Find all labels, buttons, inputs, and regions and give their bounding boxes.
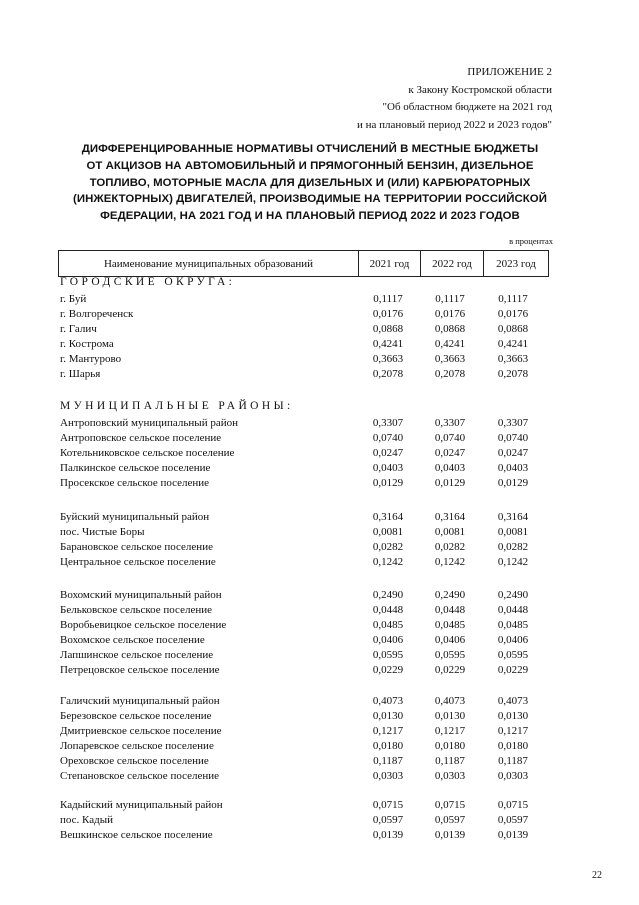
column-header-name: Наименование муниципальных образований	[59, 251, 359, 277]
value-2022: 0,4073	[434, 695, 466, 707]
value-2023: 0,3307	[497, 417, 529, 429]
value-2022: 0,0595	[434, 649, 466, 661]
table-row	[58, 292, 548, 307]
value-2022: 0,0229	[434, 664, 466, 676]
value-2022: 0,0868	[434, 323, 466, 335]
title-line: ДИФФЕРЕНЦИРОВАННЫЕ НОРМАТИВЫ ОТЧИСЛЕНИЙ В МЕСТНЫЕ БЮДЖЕТЫ	[81, 143, 539, 155]
table-row	[58, 555, 548, 570]
value-2022: 0,1242	[434, 556, 466, 568]
column-header-2022: 2022 год	[421, 251, 484, 277]
value-2021: 0,4073	[372, 695, 404, 707]
value-2021: 0,0139	[372, 829, 404, 841]
table-row	[58, 633, 548, 648]
value-2022: 0,0448	[434, 604, 466, 616]
municipality-name: г. Кострома	[60, 338, 114, 350]
value-2023: 0,1187	[498, 755, 528, 767]
value-2022: 0,0406	[434, 634, 466, 646]
municipality-name: г. Шарья	[60, 368, 101, 380]
value-2022: 0,0130	[434, 710, 466, 722]
table-row	[58, 709, 548, 724]
appendix-header	[357, 64, 552, 134]
value-2022: 0,0129	[434, 477, 466, 489]
table-header	[58, 250, 549, 277]
municipality-name: Антроповский муниципальный район	[60, 417, 238, 429]
value-2021: 0,0130	[372, 710, 404, 722]
value-2023: 0,0403	[497, 462, 529, 474]
municipality-name: Вохомское сельское поселение	[60, 634, 205, 646]
value-2021: 0,0129	[372, 477, 404, 489]
value-2021: 0,0715	[372, 799, 404, 811]
value-2023: 0,0595	[497, 649, 529, 661]
table-row	[58, 510, 548, 525]
appendix-law-title-2: и на плановый период 2022 и 2023 годов"	[356, 118, 552, 131]
value-2023: 0,0740	[497, 432, 529, 444]
value-2022: 0,0176	[434, 308, 466, 320]
value-2023: 0,0868	[497, 323, 529, 335]
title-line: ФЕДЕРАЦИИ, НА 2021 ГОД И НА ПЛАНОВЫЙ ПЕРИОД 2022 И 2023 ГОДОВ	[100, 210, 520, 223]
value-2021: 0,0303	[372, 770, 404, 782]
value-2022: 0,1217	[434, 725, 466, 737]
value-2021: 0,0180	[372, 740, 404, 752]
value-2021: 0,3164	[372, 511, 404, 523]
table-row	[58, 603, 548, 618]
municipality-name: г. Буй	[60, 293, 87, 305]
value-2023: 0,2490	[497, 589, 529, 601]
table-row	[58, 724, 548, 739]
table-row	[58, 663, 548, 678]
value-2023: 0,0303	[497, 770, 529, 782]
value-2021: 0,0868	[372, 323, 404, 335]
value-2022: 0,0485	[434, 619, 466, 631]
table-row	[58, 322, 548, 337]
municipality-name: пос. Чистые Боры	[60, 526, 145, 538]
value-2023: 0,3663	[497, 353, 529, 365]
value-2022: 0,0247	[434, 447, 466, 459]
municipality-name: Барановское сельское поселение	[60, 541, 213, 553]
table-row	[58, 525, 548, 540]
value-2023: 0,1242	[497, 556, 529, 568]
table-row	[58, 798, 548, 813]
value-2021: 0,0081	[372, 526, 404, 538]
value-2023: 0,0180	[497, 740, 529, 752]
appendix-law-title-1: "Об областном бюджете на 2021 год	[382, 101, 552, 113]
value-2021: 0,0282	[372, 541, 404, 553]
table-row	[58, 588, 548, 603]
value-2022: 0,0715	[434, 799, 466, 811]
municipality-name: Ореховское сельское поселение	[60, 755, 209, 767]
page-number: 22	[592, 870, 602, 881]
municipality-name: г. Галич	[60, 323, 97, 335]
municipality-name: Степановское сельское поселение	[60, 770, 220, 782]
value-2021: 0,1242	[372, 556, 404, 568]
municipality-name: Галичский муниципальный район	[60, 695, 220, 707]
table-row	[58, 618, 548, 633]
value-2021: 0,2490	[372, 589, 404, 601]
value-2022: 0,0740	[434, 432, 466, 444]
table-row	[58, 694, 548, 709]
municipality-name: пос. Кадый	[60, 814, 113, 826]
table-row	[58, 337, 548, 352]
appendix-label: ПРИЛОЖЕНИЕ 2	[467, 66, 552, 78]
table-row	[58, 540, 548, 555]
table-row	[58, 446, 548, 461]
table-row	[58, 307, 548, 322]
value-2021: 0,0597	[372, 814, 404, 826]
municipality-name: Воробьевицкое сельское поселение	[60, 619, 227, 631]
value-2023: 0,0130	[497, 710, 529, 722]
value-2022: 0,0081	[434, 526, 466, 538]
value-2023: 0,0715	[497, 799, 529, 811]
table-row	[58, 769, 548, 784]
value-2023: 0,0247	[497, 447, 529, 459]
municipality-name: Антроповское сельское поселение	[60, 432, 222, 444]
value-2021: 0,4241	[372, 338, 404, 350]
table-row	[58, 352, 548, 367]
value-2021: 0,0403	[372, 462, 404, 474]
value-2023: 0,4073	[497, 695, 529, 707]
table-row	[58, 739, 548, 754]
value-2023: 0,3164	[497, 511, 529, 523]
value-2021: 0,1117	[373, 293, 403, 305]
value-2021: 0,1187	[373, 755, 403, 767]
title-line: ОТ АКЦИЗОВ НА АВТОМОБИЛЬНЫЙ И ПРЯМОГОННЫЙ БЕНЗИН, ДИЗЕЛЬНОЕ	[86, 159, 534, 172]
value-2023: 0,0139	[497, 829, 529, 841]
value-2022: 0,0403	[434, 462, 466, 474]
value-2023: 0,0448	[497, 604, 529, 616]
value-2022: 0,2078	[434, 368, 466, 380]
value-2022: 0,0282	[434, 541, 466, 553]
municipality-name: Дмитриевское сельское поселение	[60, 725, 222, 737]
value-2022: 0,3663	[434, 353, 466, 365]
unit-note: в процентах	[509, 236, 553, 246]
document-title	[50, 141, 570, 225]
value-2023: 0,0176	[497, 308, 529, 320]
table-row	[58, 461, 548, 476]
value-2022: 0,3164	[434, 511, 466, 523]
appendix-law: к Закону Костромской области	[408, 83, 552, 96]
value-2023: 0,0129	[497, 477, 529, 489]
value-2021: 0,0740	[372, 432, 404, 444]
value-2022: 0,0597	[434, 814, 466, 826]
municipality-name: Центральное сельское поселение	[60, 556, 216, 568]
table-row	[58, 367, 548, 382]
table-row	[58, 476, 548, 491]
value-2022: 0,4241	[434, 338, 466, 350]
column-header-2023: 2023 год	[484, 251, 549, 277]
value-2022: 0,0180	[434, 740, 466, 752]
municipality-name: Буйский муниципальный район	[60, 511, 210, 523]
value-2021: 0,3307	[372, 417, 404, 429]
value-2021: 0,0176	[372, 308, 404, 320]
municipality-name: Палкинское сельское поселение	[60, 462, 211, 474]
municipality-name: Березовское сельское поселение	[60, 710, 212, 722]
table-row	[58, 431, 548, 446]
municipality-name: г. Волгореченск	[60, 308, 134, 320]
municipality-name: Бельковское сельское поселение	[60, 604, 212, 616]
value-2021: 0,0485	[372, 619, 404, 631]
value-2023: 0,4241	[497, 338, 529, 350]
municipality-name: Котельниковское сельское поселение	[60, 447, 235, 459]
value-2022: 0,0139	[434, 829, 466, 841]
value-2023: 0,2078	[497, 368, 529, 380]
value-2021: 0,1217	[372, 725, 404, 737]
value-2023: 0,0406	[497, 634, 529, 646]
section-heading-districts: МУНИЦИПАЛЬНЫЕ РАЙОНЫ:	[60, 400, 294, 412]
municipality-name: г. Мантурово	[60, 353, 122, 365]
title-line: ТОПЛИВО, МОТОРНЫЕ МАСЛА ДЛЯ ДИЗЕЛЬНЫХ И (ИЛИ) КАРБЮРАТОРНЫХ	[89, 176, 531, 189]
table-row	[58, 754, 548, 769]
municipality-name: Лапшинское сельское поселение	[60, 649, 214, 661]
value-2021: 0,0247	[372, 447, 404, 459]
municipality-name: Просекское сельское поселение	[60, 477, 210, 489]
title-line: (ИНЖЕКТОРНЫХ) ДВИГАТЕЛЕЙ, ПРОИЗВОДИМЫЕ НА ТЕРРИТОРИИ РОССИЙСКОЙ	[73, 193, 547, 206]
value-2023: 0,0081	[497, 526, 529, 538]
municipality-name: Вешкинское сельское поселение	[60, 829, 213, 841]
value-2022: 0,1117	[435, 293, 465, 305]
municipality-name: Кадыйский муниципальный район	[60, 799, 223, 811]
value-2021: 0,0406	[372, 634, 404, 646]
value-2022: 0,1187	[435, 755, 465, 767]
municipality-name: Вохомский муниципальный район	[60, 589, 222, 601]
value-2023: 0,0229	[497, 664, 529, 676]
value-2023: 0,0485	[497, 619, 529, 631]
table-row	[58, 828, 548, 843]
municipality-name: Лопаревское сельское поселение	[60, 740, 214, 752]
table-row	[58, 416, 548, 431]
municipality-name: Петрецовское сельское поселение	[60, 664, 220, 676]
value-2023: 0,0282	[497, 541, 529, 553]
value-2021: 0,3663	[372, 353, 404, 365]
table-row	[58, 813, 548, 828]
value-2023: 0,0597	[497, 814, 529, 826]
column-header-2021: 2021 год	[359, 251, 421, 277]
value-2021: 0,0448	[372, 604, 404, 616]
value-2022: 0,3307	[434, 417, 466, 429]
value-2021: 0,2078	[372, 368, 404, 380]
value-2021: 0,0595	[372, 649, 404, 661]
value-2023: 0,1117	[498, 293, 528, 305]
value-2021: 0,0229	[372, 664, 404, 676]
table-row	[58, 648, 548, 663]
value-2022: 0,0303	[434, 770, 466, 782]
value-2023: 0,1217	[497, 725, 529, 737]
section-heading-urban: ГОРОДСКИЕ ОКРУГА:	[60, 276, 236, 288]
value-2022: 0,2490	[434, 589, 466, 601]
